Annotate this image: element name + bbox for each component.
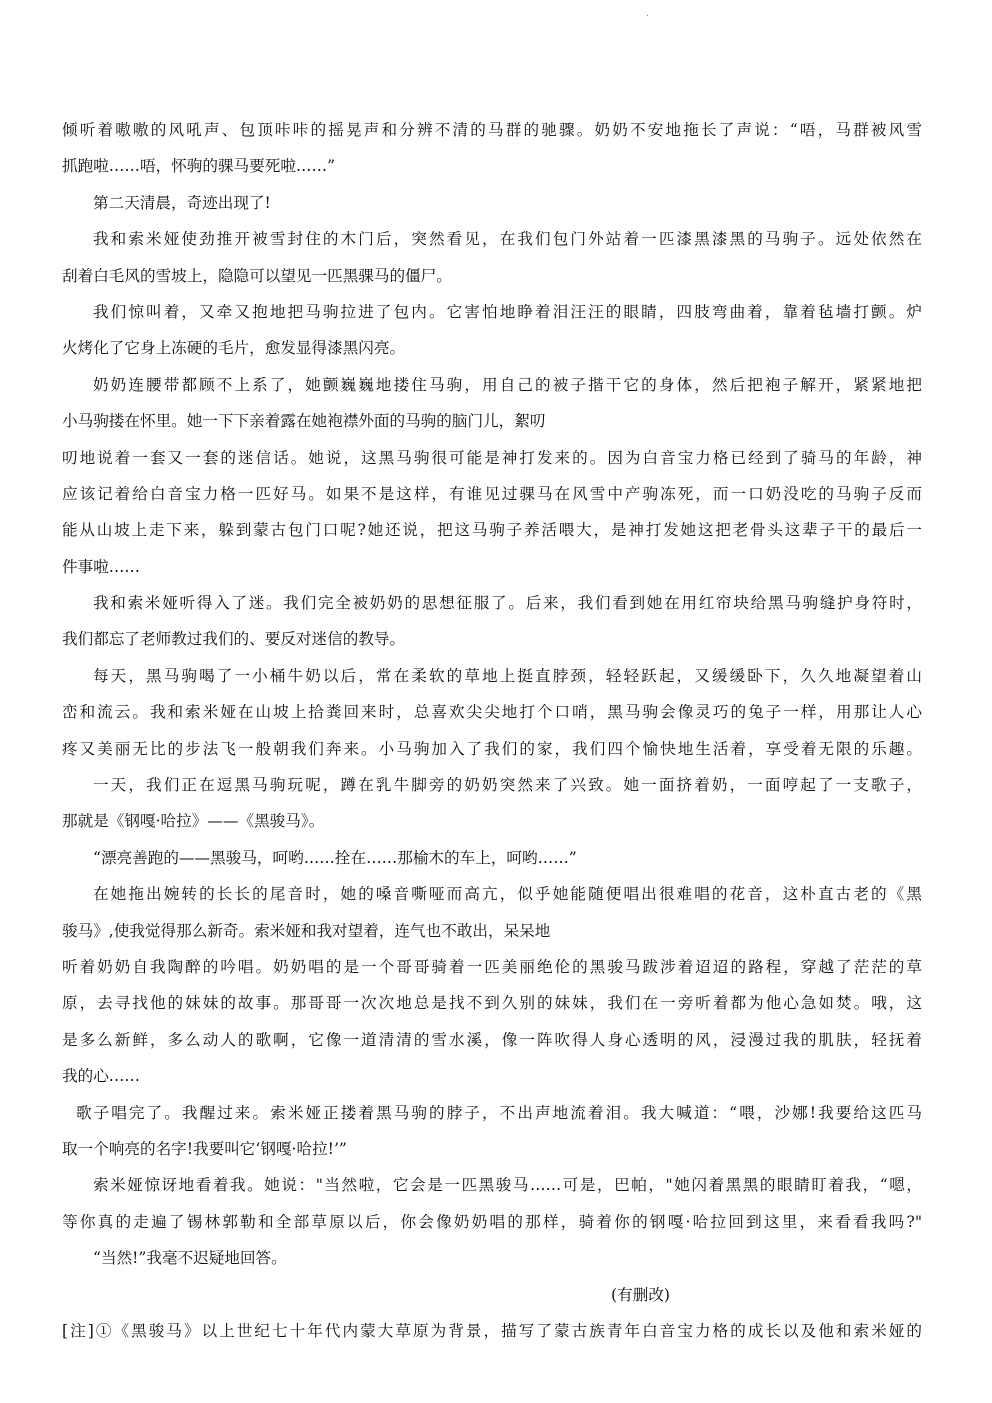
text-line: 原，去寻找他的妹妹的故事。那哥哥一次次地总是找不到久别的妹妹，我们在一旁听着都为他心急如焚。哦，这 bbox=[62, 994, 922, 1013]
text-line: 歌子唱完了。我醒过来。索米娅正搂着黑马驹的脖子，不出声地流着泪。我大喊道：“喂，沙娜!我要给这匹马 bbox=[76, 1103, 922, 1122]
text-line: 索米娅惊讶地看着我。她说："当然啦，它会是一匹黑骏马……可是，巴帕，"她闪着黑黑的眼睛盯着我，“嗯， bbox=[93, 1176, 922, 1195]
text-line: 我们都忘了老师教过我们的、要反对迷信的教导。 bbox=[62, 630, 406, 649]
text-line: 一天，我们正在逗黑马驹玩呢，蹲在乳牛脚旁的奶奶突然来了兴致。她一面挤着奶，一面哼起了一支歌子， bbox=[93, 776, 922, 795]
text-line: 抓跑啦……唔，怀驹的骒马要死啦……” bbox=[62, 157, 336, 176]
annotation-line: [注]①《黑骏马》以上世纪七十年代内蒙大草原为背景，描写了蒙古族青年白音宝力格的成长以及他和索米娅的 bbox=[62, 1321, 922, 1340]
text-line: “漂亮善跑的——黑骏马，呵哟……拴在……那榆木的车上，呵哟……” bbox=[93, 848, 577, 867]
text-line: 我的心…… bbox=[62, 1067, 140, 1086]
text-line: 骏马》,使我觉得那么新奇。索米娅和我对望着，连气也不敢出，呆呆地 bbox=[62, 921, 551, 940]
text-line: 听着奶奶自我陶醉的吟唱。奶奶唱的是一个哥哥骑着一匹美丽绝伦的黑骏马跋涉着迢迢的路程，穿越了茫茫的草 bbox=[62, 957, 922, 976]
text-line: 应该记着给白音宝力格一匹好马。如果不是这样，有谁见过骒马在风雪中产驹冻死，而一口奶没吃的马驹子反而 bbox=[62, 484, 922, 503]
text-line: 能从山坡上走下来，躲到蒙古包门口呢?她还说，把这马驹子养活喂大，是神打发她这把老骨头这辈子干的最后一 bbox=[62, 521, 922, 540]
text-line: 我们惊叫着，又牵又抱地把马驹拉进了包内。它害怕地睁着泪汪汪的眼睛，四肢弯曲着，靠着毡墙打颤。炉 bbox=[93, 302, 922, 321]
text-line: 倾听着嗷嗷的风吼声、包顶咔咔的摇晃声和分辨不清的马群的驰骤。奶奶不安地拖长了声说：“唔，马群被风雪 bbox=[62, 121, 922, 139]
text-line: 火烤化了它身上冻硬的毛片，愈发显得漆黑闪亮。 bbox=[62, 339, 406, 358]
text-line: 等你真的走遍了锡林郭勒和全部草原以后，你会像奶奶唱的那样，骑着你的钢嘎·哈拉回到这里，来看看我吗?" bbox=[62, 1212, 922, 1231]
text-line: 我和索米娅使劲推开被雪封住的木门后，突然看见，在我们包门外站着一匹漆黑漆黑的马驹子。远处依然在 bbox=[93, 230, 922, 249]
text-line: 那就是《钢嘎·哈拉》——《黑骏马》。 bbox=[62, 812, 325, 831]
text-line: 疼又美丽无比的步法飞一般朝我们奔来。小马驹加入了我们的家，我们四个愉快地生活着，享受着无限的乐趣。 bbox=[62, 739, 922, 758]
text-line: 第二天清晨，奇迹出现了! bbox=[93, 193, 271, 212]
text-line: 是多么新鲜，多么动人的歌啊，它像一道清清的雪水溪，像一阵吹得人身心透明的风，浸漫过我的肌肤，轻抚着 bbox=[62, 1030, 922, 1049]
text-line: 每天，黑马驹喝了一小桶牛奶以后，常在柔软的草地上挺直脖颈，轻轻跃起，又缓缓卧下，久久地凝望着山 bbox=[93, 666, 922, 685]
text-line: 在她拖出婉转的长长的尾音时，她的嗓音嘶哑而高亢，似乎她能随便唱出很难唱的花音，这朴直古老的《黑 bbox=[93, 885, 922, 904]
text-line: “当然!”我毫不迟疑地回答。 bbox=[93, 1249, 287, 1268]
text-line: 件事啦…… bbox=[62, 557, 140, 576]
text-line: 叨地说着一套又一套的迷信话。她说，这黑马驹很可能是神打发来的。因为白音宝力格已经到了骑马的年龄，神 bbox=[62, 448, 922, 467]
text-line: 峦和流云。我和索米娅在山坡上拾粪回来时，总喜欢尖尖地打个口哨，黑马驹会像灵巧的兔子一样，用那让人心 bbox=[62, 703, 922, 722]
text-line: 奶奶连腰带都顾不上系了，她颤巍巍地搂住马驹，用自己的被子揩干它的身体，然后把袍子解开，紧紧地把 bbox=[93, 375, 922, 394]
text-line: 取一个响亮的名字!我要叫它‘钢嘎·哈拉!’” bbox=[62, 1139, 347, 1158]
text-line: 刮着白毛风的雪坡上，隐隐可以望见一匹黑骒马的僵尸。 bbox=[62, 266, 452, 285]
source-note: (有删改) bbox=[611, 1285, 670, 1304]
article-body bbox=[62, 112, 922, 1349]
text-line: 小马驹搂在怀里。她一下下亲着露在她袍襟外面的马驹的脑门儿，絮叨 bbox=[62, 412, 546, 431]
header-dot: . bbox=[646, 8, 650, 19]
text-line: 我和索米娅听得入了迷。我们完全被奶奶的思想征服了。后来，我们看到她在用红帘块给黑马驹缝护身符时， bbox=[93, 594, 922, 613]
